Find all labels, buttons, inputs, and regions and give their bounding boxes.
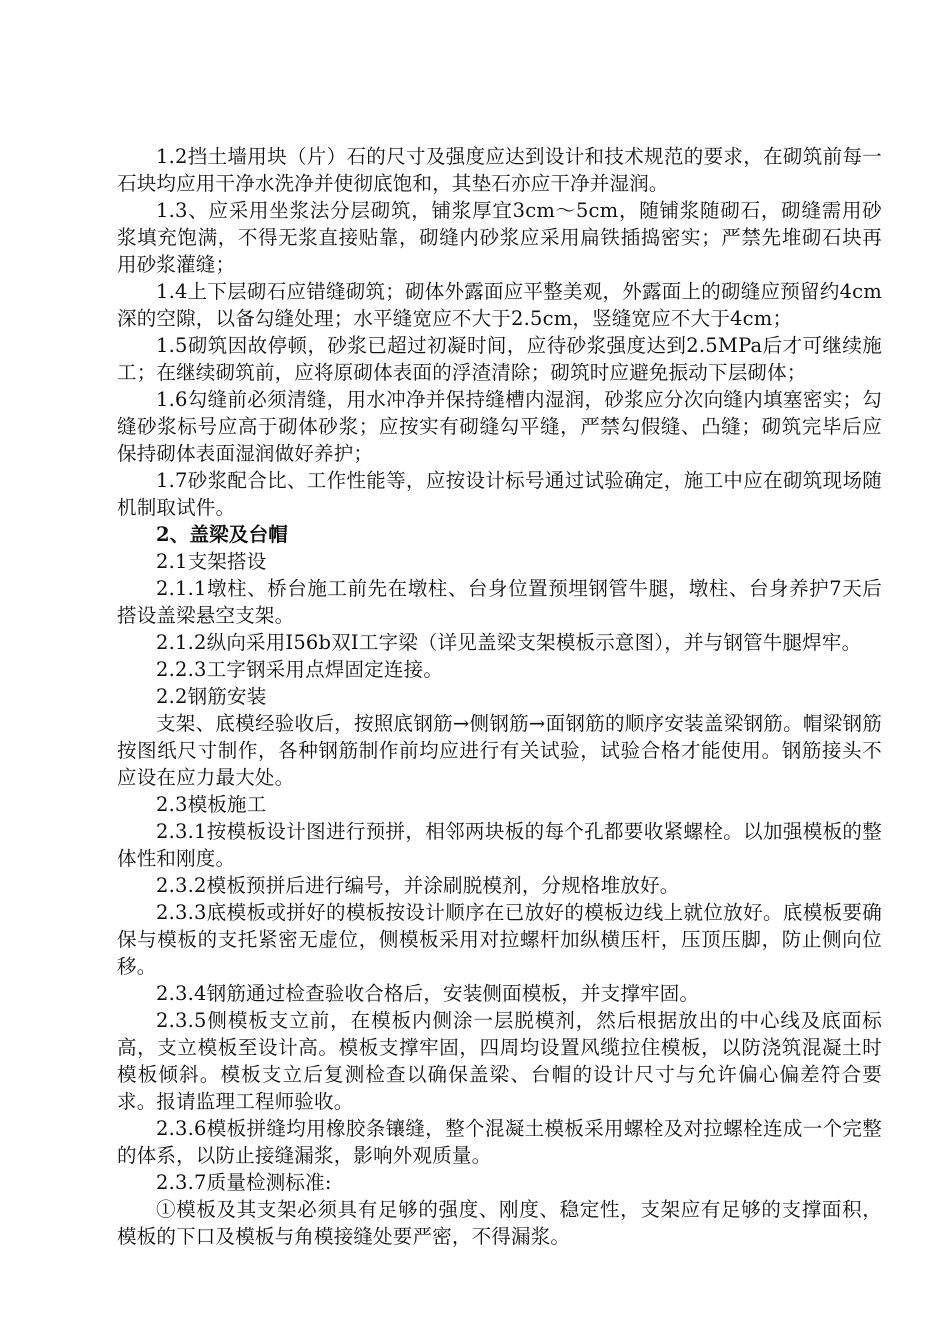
- paragraph-1-3: 1.3、应采用坐浆法分层砌筑，铺浆厚宜3cm～5cm，随铺浆随砌石，砌缝需用砂浆填充饱满，不得无浆直接贴靠，砌缝内砂浆应采用扁铁插捣密实；严禁先堆砌石块再用砂浆灌缝；: [117, 199, 882, 276]
- paragraph-1-2: 1.2挡土墙用块（片）石的尺寸及强度应达到设计和技术规范的要求，在砌筑前每一石块均应用干净水洗净并使彻底饱和，其垫石亦应干净并湿润。: [117, 145, 882, 195]
- paragraph-2-3-1: 2.3.1按模板设计图进行预拼，相邻两块板的每个孔都要收紧螺栓。以加强模板的整体性和刚度。: [117, 820, 882, 870]
- paragraph-1-6: 1.6勾缝前必须清缝，用水冲净并保持缝槽内湿润，砂浆应分次向缝内填塞密实；勾缝砂浆标号应高于砌体砂浆；应按实有砌缝勾平缝，严禁勾假缝、凸缝；砌筑完毕后应保持砌体表面湿润做好养护；: [117, 388, 882, 465]
- document-page: [117, 143, 882, 1250]
- paragraph-1-5: 1.5砌筑因故停顿，砂浆已超过初凝时间，应待砂浆强度达到2.5MPa后才可继续施工；在继续砌筑前，应将原砌体表面的浮渣清除；砌筑时应避免振动下层砌体；: [117, 334, 882, 384]
- paragraph-2-1-2: 2.1.2纵向采用I56b双I工字梁（详见盖梁支架模板示意图），并与钢管牛腿焊牢。: [156, 631, 862, 654]
- subheading-2-2: 2.2钢筋安装: [156, 685, 267, 708]
- paragraph-1-7: 1.7砂浆配合比、工作性能等，应按设计标号通过试验确定，施工中应在砌筑现场随机制取试件。: [117, 469, 882, 519]
- paragraph-quality-item-1: ①模板及其支架必须具有足够的强度、刚度、稳定性，支架应有足够的支撑面积，模板的下口及模板与角模接缝处要严密，不得漏浆。: [117, 1198, 882, 1248]
- paragraph-2-3-3: 2.3.3底模板或拼好的模板按设计顺序在已放好的模板边线上就位放好。底模板要确保与模板的支托紧密无虚位，侧模板采用对拉螺杆加纵横压杆，压顶压脚，防止侧向位移。: [117, 901, 882, 978]
- subheading-2-3: 2.3模板施工: [156, 793, 267, 816]
- paragraph-rebar-install: 支架、底模经验收后，按照底钢筋→侧钢筋→面钢筋的顺序安装盖梁钢筋。帽梁钢筋按图纸尺寸制作，各种钢筋制作前均应进行有关试验，试验合格才能使用。钢筋接头不应设在应力最大处。: [117, 712, 882, 789]
- paragraph-2-3-4: 2.3.4钢筋通过检查验收合格后，安装侧面模板，并支撑牢固。: [156, 982, 700, 1005]
- paragraph-2-1-1: 2.1.1墩柱、桥台施工前先在墩柱、台身位置预埋钢管牛腿，墩柱、台身养护7天后搭设盖梁悬空支架。: [117, 577, 882, 627]
- paragraph-1-4: 1.4上下层砌石应错缝砌筑；砌体外露面应平整美观，外露面上的砌缝应预留约4cm深的空隙，以备勾缝处理；水平缝宽应不大于2.5cm，竖缝宽应不大于4cm；: [117, 280, 882, 330]
- paragraph-2-2-3: 2.2.3工字钢采用点焊固定连接。: [156, 658, 444, 681]
- subheading-2-1: 2.1支架搭设: [156, 550, 267, 573]
- paragraph-2-3-5: 2.3.5侧模板支立前，在模板内侧涂一层脱模剂，然后根据放出的中心线及底面标高，支立模板至设计高。模板支撑牢固，四周均设置风缆拉住模板，以防浇筑混凝土时模板倾斜。模板支立后复测检查以确保盖梁、台帽的设计尺寸与允许偏心偏差符合要求。报请监理工程师验收。: [117, 1009, 882, 1113]
- paragraph-2-3-2: 2.3.2模板预拼后进行编号，并涂刷脱模剂，分规格堆放好。: [156, 874, 680, 897]
- section-heading-2: 2、盖梁及台帽: [156, 523, 288, 546]
- paragraph-2-3-7: 2.3.7质量检测标准:: [156, 1171, 332, 1194]
- paragraph-2-3-6: 2.3.6模板拼缝均用橡胶条镶缝，整个混凝土模板采用螺栓及对拉螺栓连成一个完整的体系，以防止接缝漏浆，影响外观质量。: [117, 1117, 882, 1167]
